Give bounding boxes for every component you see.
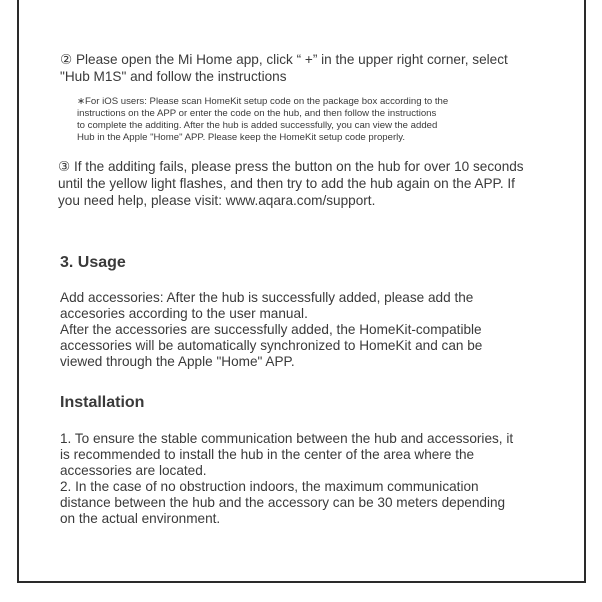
page-frame-bottom-border — [17, 581, 586, 583]
page-frame-left-border — [17, 0, 19, 583]
step-3-instructions: ③ If the additing fails, please press the button on the hub for over 10 seconds until the yellow light flashes, and then try to add the hub again on the APP. If you need help, please visit: www.aqara.com/support. — [58, 159, 524, 208]
usage-paragraph: Add accessories: After the hub is successfully added, please add the accesories according to the user manual. After the accessories are successfully added, the HomeKit-compatible accessories will be automatically synchronized to HomeKit and can be viewed through the Apple "Home" APP. — [60, 290, 483, 369]
installation-paragraph: 1. To ensure the stable communication between the hub and accessories, it is recommended to install the hub in the center of the area where the accessories are located. 2. In the case of no obstruction indoors, the maximum communication distance between the hub and the accessory can be 30 meters depending on the actual environment. — [60, 431, 514, 526]
page-frame-right-border — [584, 0, 586, 583]
step-2-instructions: ② Please open the Mi Home app, click “ +” in the upper right corner, select "Hub M1S" and follow the instructions — [60, 52, 508, 84]
installation-heading: Installation — [60, 394, 145, 411]
ios-users-note: ∗For iOS users: Please scan HomeKit setup code on the package box according to the instructions on the APP or enter the code on the hub, and then follow the instructions to complete the additing. After the hub is added successfully, you can view the added Hub in the Apple "Home" APP. Please keep the HomeKit setup code properly. — [77, 96, 449, 143]
usage-heading: 3. Usage — [60, 254, 126, 271]
